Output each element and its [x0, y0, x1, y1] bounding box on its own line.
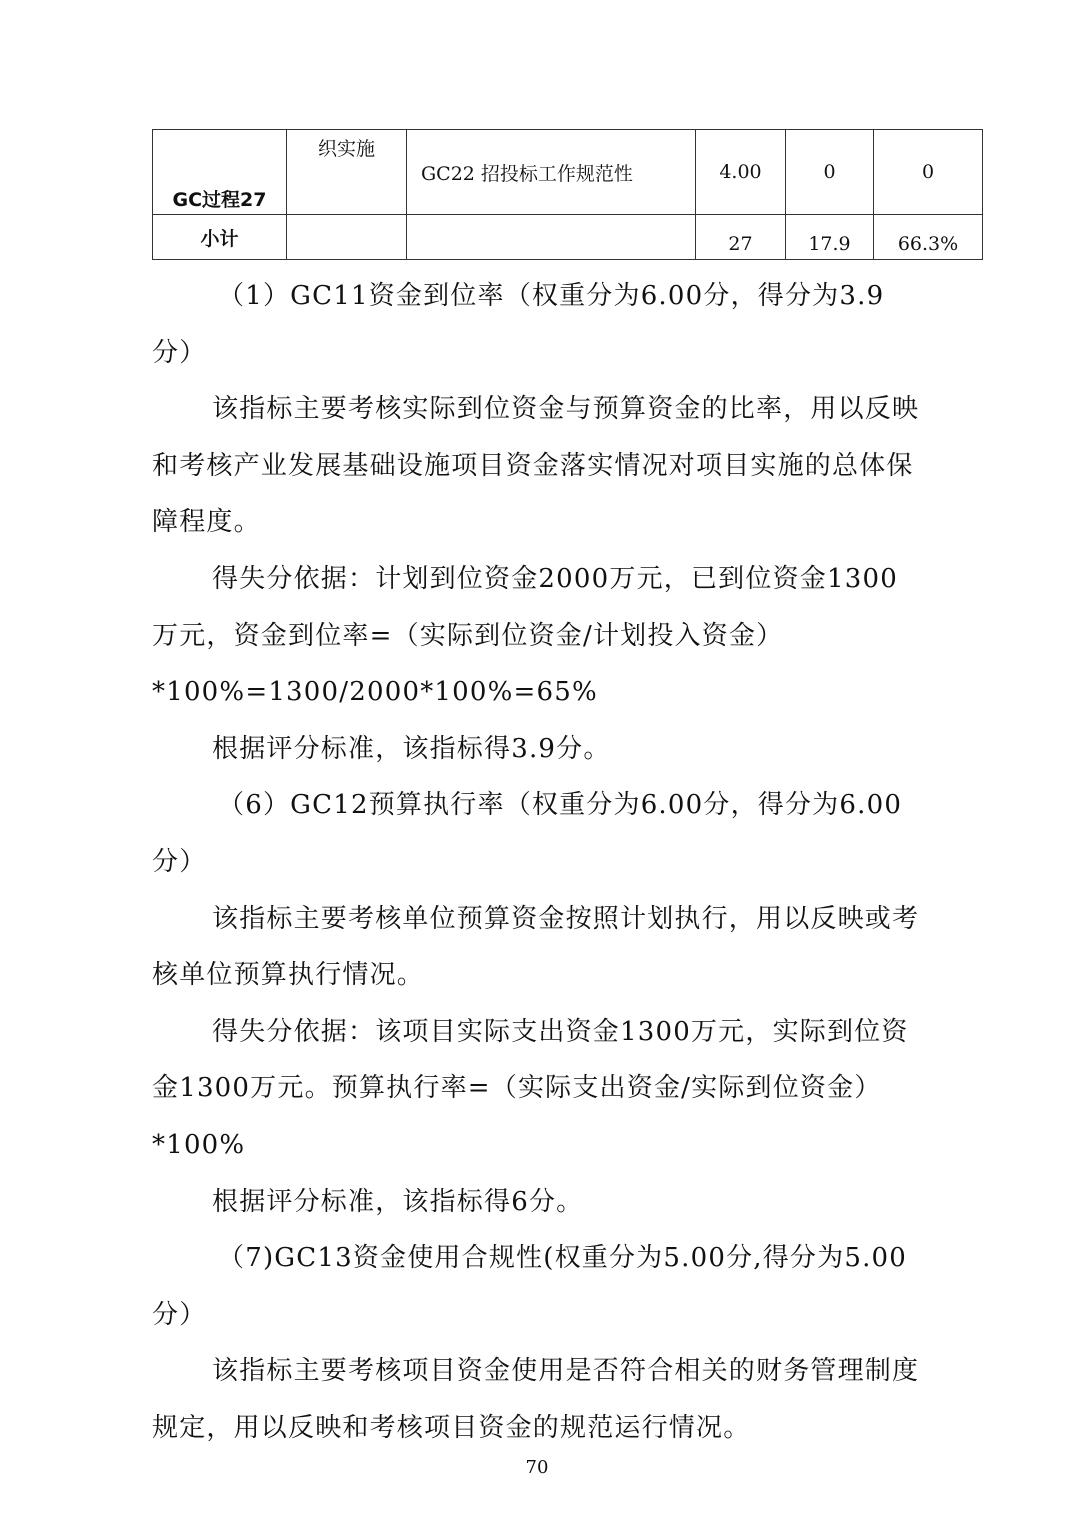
- subtotal-score-cell: 17.9: [786, 215, 874, 260]
- body-text: [152, 268, 922, 1456]
- paragraph-gc11-description: 该指标主要考核实际到位资金与预算资金的比率，用以反映和考核产业发展基础设施项目资金落实情况对项目实施的总体保障程度。: [152, 394, 920, 538]
- section-heading-gc13: （7)GC13资金使用合规性(权重分为5.00分,得分为5.00分）: [152, 1243, 908, 1330]
- rate-cell: 0: [874, 130, 983, 215]
- subtotal-weight-cell: 27: [696, 215, 786, 260]
- paragraph-gc12-basis: 得失分依据：该项目实际支出资金1300万元，实际到位资金1300万元。预算执行率=（实际支出资金/实际到位资金）*100%: [152, 1016, 909, 1160]
- section-heading-gc11: （1）GC11资金到位率（权重分为6.00分，得分为3.9分）: [152, 281, 885, 368]
- score-cell: 0: [786, 130, 874, 215]
- subtotal-rate-cell: 66.3%: [874, 215, 983, 260]
- subtotal-label-cell: 小计: [153, 215, 287, 260]
- paragraph-gc11-result: 根据评分标准，该指标得3.9分。: [212, 733, 611, 764]
- weight-cell: 4.00: [696, 130, 786, 215]
- section-heading-gc12: （6）GC12预算执行率（权重分为6.00分，得分为6.00分）: [152, 790, 903, 877]
- score-table: [152, 129, 983, 260]
- category-cell: GC过程27: [153, 130, 287, 215]
- indicator-cell: GC22 招投标工作规范性: [407, 130, 696, 215]
- table-row: [153, 215, 983, 260]
- subcategory-cell: 织实施: [287, 130, 407, 215]
- page-number: 70: [525, 1457, 549, 1478]
- paragraph-gc12-result: 根据评分标准，该指标得6分。: [212, 1186, 584, 1217]
- paragraph-gc11-basis: 得失分依据：计划到位资金2000万元，已到位资金1300万元，资金到位率=（实际到位资金/计划投入资金）*100%=1300/2000*100%=65%: [152, 563, 898, 708]
- paragraph-gc13-description: 该指标主要考核项目资金使用是否符合相关的财务管理制度规定，用以反映和考核项目资金的规范运行情况。: [152, 1356, 920, 1443]
- paragraph-gc12-description: 该指标主要考核单位预算资金按照计划执行，用以反映或考核单位预算执行情况。: [152, 903, 920, 991]
- empty-cell: [287, 215, 407, 260]
- table-row: [153, 130, 983, 215]
- empty-cell: [407, 215, 696, 260]
